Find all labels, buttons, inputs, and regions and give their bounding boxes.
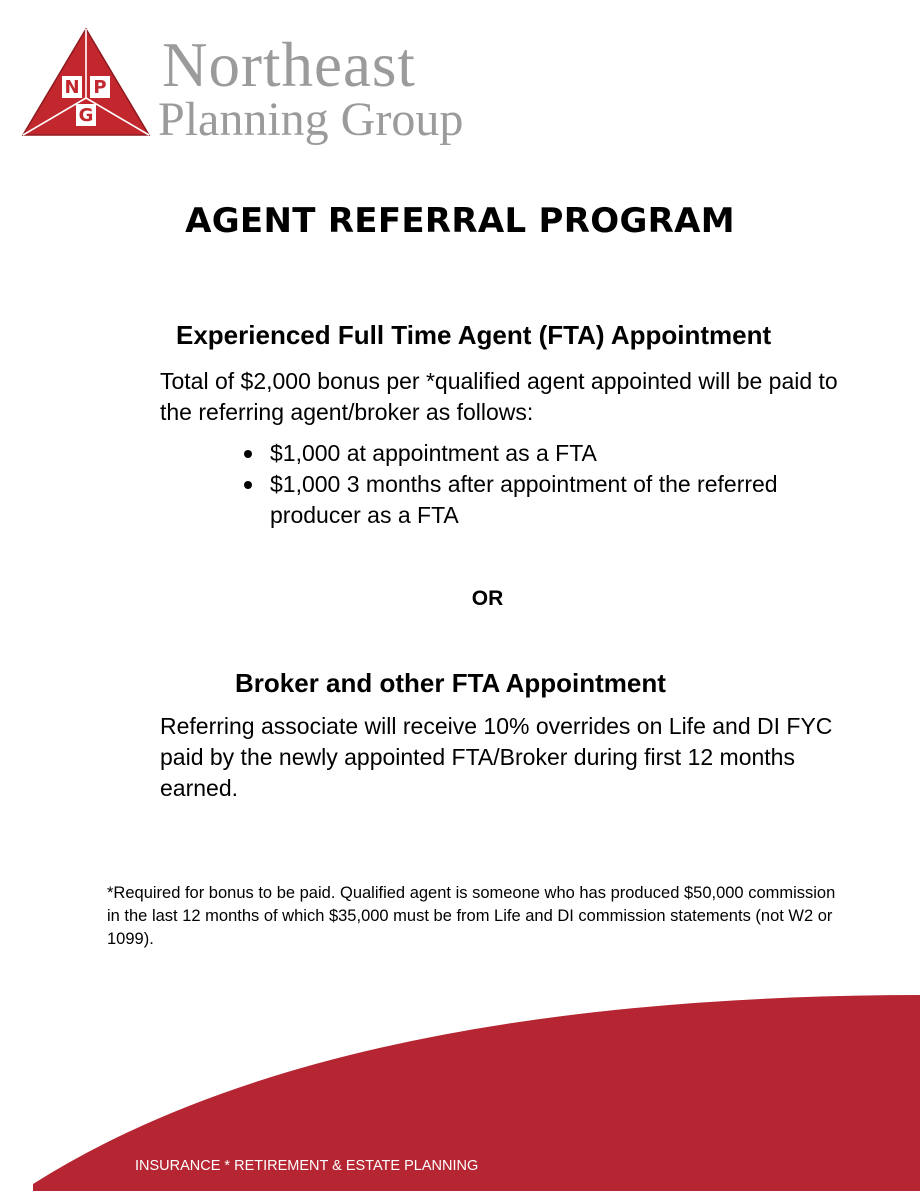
footnote: *Required for bonus to be paid. Qualified agent is someone who has produced $50,000 commission in the last 12 months of which $35,000 must be from Life and DI commission statements (not W2 or 1099). — [107, 884, 836, 948]
footer-tagline: INSURANCE * RETIREMENT & ESTATE PLANNING — [135, 1158, 479, 1174]
broker-section-heading: Broker and other FTA Appointment — [235, 668, 666, 698]
list-item — [240, 469, 840, 531]
bullet-icon — [244, 450, 252, 458]
fta-bullet-list — [240, 438, 840, 531]
company-name: Northeast — [162, 30, 416, 100]
company-subtitle: Planning Group — [158, 93, 464, 146]
list-item — [240, 438, 840, 469]
bullet-text: $1,000 at appointment as a FTA — [270, 440, 597, 466]
fta-section-intro: Total of $2,000 bonus per *qualified agent appointed will be paid to the referring agent/broker as follows: — [160, 368, 838, 425]
logo-letter-n: N — [64, 77, 80, 98]
logo — [20, 26, 152, 138]
logo-letter-p: P — [93, 77, 107, 98]
fta-section-heading: Experienced Full Time Agent (FTA) Appointment — [176, 320, 772, 350]
or-separator: OR — [471, 587, 504, 610]
bullet-icon — [244, 481, 252, 489]
document-title: AGENT REFERRAL PROGRAM — [185, 201, 735, 241]
broker-section-text: Referring associate will receive 10% overrides on Life and DI FYC paid by the newly appointed FTA/Broker during first 12 months earned. — [160, 713, 833, 801]
bullet-text: $1,000 3 months after appointment of the referred producer as a FTA — [270, 471, 778, 528]
logo-letter-g: G — [78, 105, 94, 126]
